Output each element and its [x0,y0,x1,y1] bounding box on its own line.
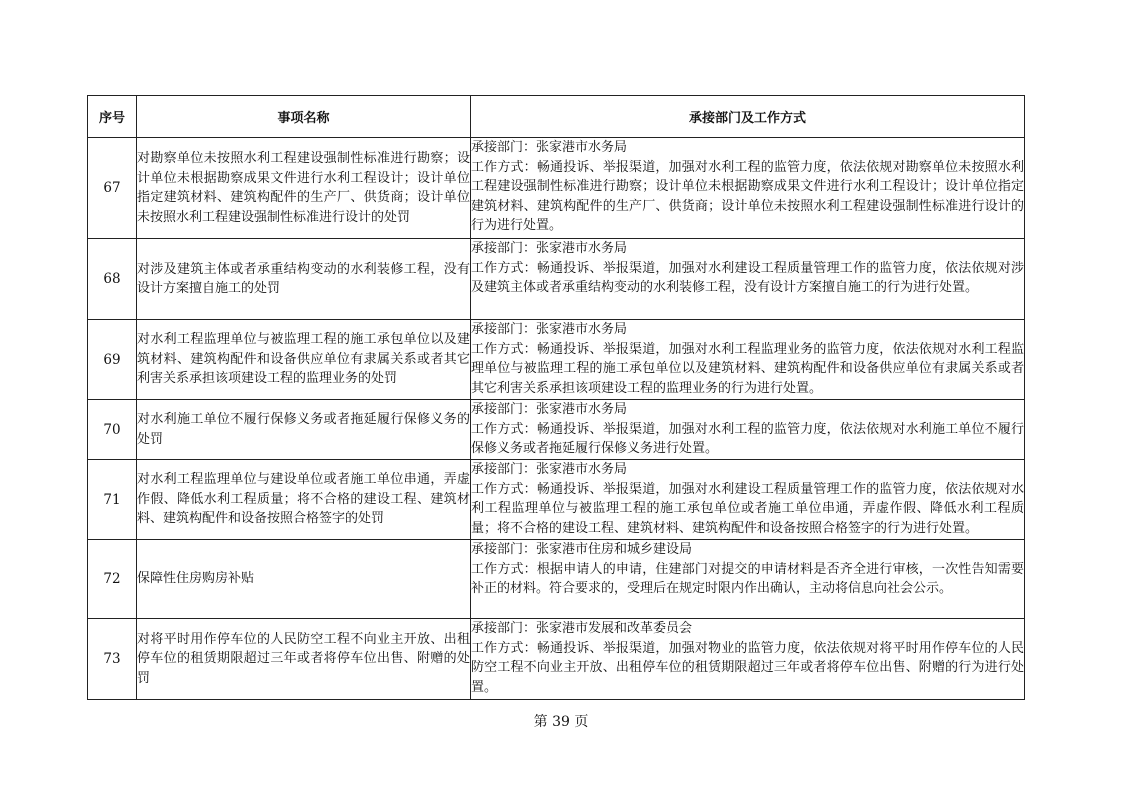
department: 承接部门：张家港市发展和改革委员会 [471,621,693,636]
dept-method-cell [471,239,1025,320]
row-number: 72 [88,540,137,619]
item-name: 对将平时用作停车位的人民防空工程不向业主开放、出租停车位的租赁期限超过三年或者将停车位出售、附赠的处罚 [137,619,471,700]
header-dept-method: 承接部门及工作方式 [471,96,1025,138]
work-method: 工作方式：根据申请人的申请，住建部门对提交的申请材料是否齐全进行审核，一次性告知需要补正的材料。符合要求的，受理后在规定时限内作出确认，主动将信息向社会公示。 [471,561,1024,596]
dept-method-cell [471,320,1025,400]
department: 承接部门：张家港市水务局 [471,322,628,337]
row-number: 68 [88,239,137,320]
work-method: 工作方式：畅通投诉、举报渠道，加强对水利工程监理业务的监管力度，依法依规对水利工程监理单位与被监理工程的施工承包单位以及建筑材料、建筑构配件和设备供应单位有隶属关系或者其它利害关系承担该项建设工程的监理业务的行为进行处置。 [471,341,1024,396]
matters-table [87,95,1025,700]
department: 承接部门：张家港市水务局 [471,402,628,417]
header-seq: 序号 [88,96,137,138]
item-name: 对水利工程监理单位与建设单位或者施工单位串通，弄虚作假、降低水利工程质量；将不合格的建设工程、建筑材料、建筑构配件和设备按照合格签字的处罚 [137,460,471,540]
table-row [88,460,1025,540]
table-row [88,320,1025,400]
department: 承接部门：张家港市水务局 [471,140,628,155]
row-number: 73 [88,619,137,700]
item-name: 对勘察单位未按照水利工程建设强制性标准进行勘察；设计单位未根据勘察成果文件进行水利工程设计；设计单位指定建筑材料、建筑构配件的生产厂、供货商；设计单位未按照水利工程建设强制性标准进行设计的处罚 [137,138,471,239]
work-method: 工作方式：畅通投诉、举报渠道，加强对水利建设工程质量管理工作的监管力度，依法依规对水利工程监理单位与被监理工程的施工承包单位或者施工单位串通，弄虚作假、降低水利工程质量；将不合格的建设工程、建筑材料、建筑构配件和设备按照合格签字的行为进行处置。 [471,481,1024,536]
dept-method-cell [471,619,1025,700]
work-method: 工作方式：畅通投诉、举报渠道，加强对水利工程的监管力度，依法依规对勘察单位未按照水利工程建设强制性标准进行勘察；设计单位未根据勘察成果文件进行水利工程设计；设计单位指定建筑材料、建筑构配件的生产厂、供货商；设计单位未按照水利工程建设强制性标准进行设计的行为进行处置。 [471,159,1024,233]
dept-method-cell [471,138,1025,239]
table-row [88,239,1025,320]
department: 承接部门：张家港市住房和城乡建设局 [471,542,693,557]
dept-method-cell [471,400,1025,460]
table-row [88,540,1025,619]
row-number: 67 [88,138,137,239]
table-row [88,138,1025,239]
page-number: 第 39 页 [533,714,589,730]
dept-method-cell [471,460,1025,540]
table-row [88,400,1025,460]
work-method: 工作方式：畅通投诉、举报渠道，加强对水利建设工程质量管理工作的监管力度，依法依规对涉及建筑主体或者承重结构变动的水利装修工程，没有设计方案擅自施工的行为进行处置。 [471,260,1024,295]
header-item-name: 事项名称 [137,96,471,138]
table-row [88,619,1025,700]
row-number: 71 [88,460,137,540]
item-name: 对涉及建筑主体或者承重结构变动的水利装修工程，没有设计方案擅自施工的处罚 [137,239,471,320]
table-header-row [88,96,1025,138]
work-method: 工作方式：畅通投诉、举报渠道，加强对物业的监管力度，依法依规对将平时用作停车位的人民防空工程不向业主开放、出租停车位的租赁期限超过三年或者将停车位出售、附赠的行为进行处置。 [471,640,1024,695]
work-method: 工作方式：畅通投诉、举报渠道，加强对水利工程的监管力度，依法依规对水利施工单位不履行保修义务或者拖延履行保修义务进行处置。 [471,421,1024,456]
item-name: 保障性住房购房补贴 [137,540,471,619]
item-name: 对水利工程监理单位与被监理工程的施工承包单位以及建筑材料、建筑构配件和设备供应单位有隶属关系或者其它利害关系承担该项建设工程的监理业务的处罚 [137,320,471,400]
row-number: 70 [88,400,137,460]
dept-method-cell [471,540,1025,619]
department: 承接部门：张家港市水务局 [471,241,628,256]
row-number: 69 [88,320,137,400]
item-name: 对水利施工单位不履行保修义务或者拖延履行保修义务的处罚 [137,400,471,460]
department: 承接部门：张家港市水务局 [471,462,628,477]
